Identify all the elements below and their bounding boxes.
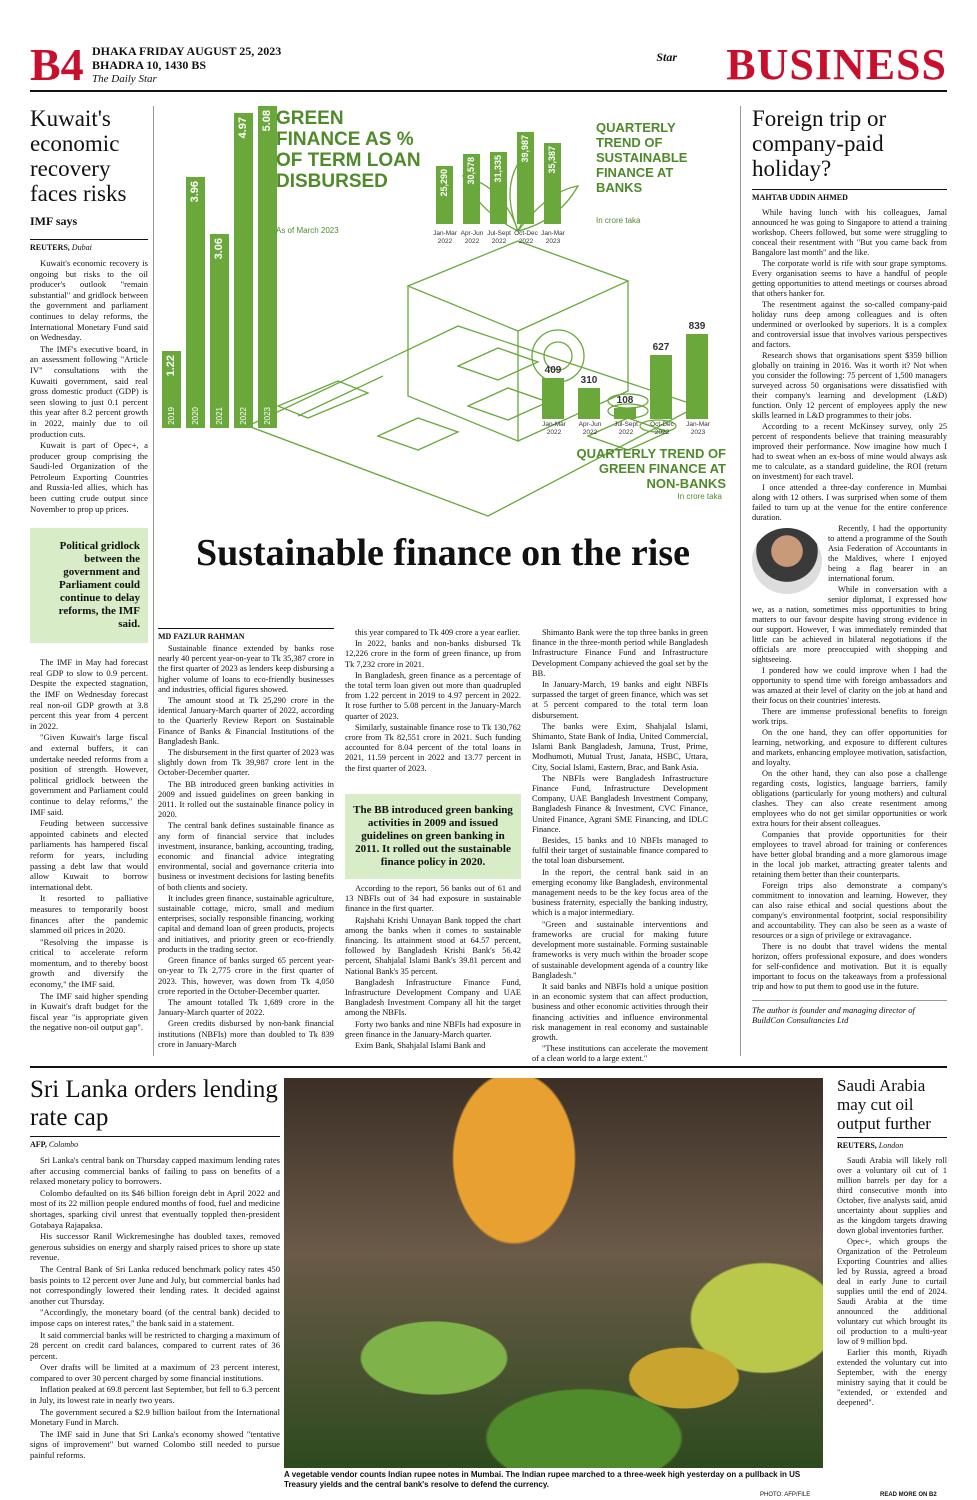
paragraph: There are immense professional benefits to foreign work trips. xyxy=(752,707,947,726)
chart-bar xyxy=(614,408,636,419)
chart-bar xyxy=(258,106,277,428)
paragraph: Sri Lanka's central bank on Thursday capped maximum lending rates after accusing commercial banks of failing to pass on benefits of a relaxed monetary policy to borrowers. xyxy=(30,1155,280,1187)
paragraph: There is no doubt that travel widens the mental horizon, offers professional exposure, and does wonders for self-confidence and motivation. But it is equally important to focus on the takeaways from a professional trip and how to put them to good use in the future. xyxy=(752,942,947,991)
category-part: Jan-Mar xyxy=(542,421,566,428)
foreign-body xyxy=(752,208,947,992)
paragraph: Earlier this month, Riyadh extended the voluntary cut into September, with the energy ministry saying that it could be "extended, or extended and deepened". xyxy=(837,1348,947,1407)
bar-category-label: 2020 xyxy=(191,407,200,425)
bar-value-label: 108 xyxy=(616,395,634,407)
date-line-2: BHADRA 10, 1430 BS xyxy=(92,58,207,72)
section-rule xyxy=(30,1066,947,1068)
nonbanks-chart-unit: In crore taka xyxy=(677,492,722,501)
paragraph: The IMF said higher spending in Kuwait's draft budget for the fiscal year "is appropriate given the negative non-oil output gap". xyxy=(30,990,148,1033)
bar-value-label: 1.22 xyxy=(165,354,177,377)
main-col-2-bottom xyxy=(345,884,521,1064)
bar-value-label: 39,987 xyxy=(520,135,530,163)
bar-value-label: 4.97 xyxy=(237,116,249,139)
bar-category-label: 2023 xyxy=(263,407,272,425)
paragraph: According to the report, 56 banks out of 61 and 13 NBFIs out of 34 had exposure in sustainable finance in the first quarter. xyxy=(345,884,521,914)
bar-category-label xyxy=(484,230,514,246)
paragraph: Sustainable finance extended by banks rose nearly 40 percent year-on-year to Tk 35,387 crore in the first quarter of 2023 as lenders keep disbursing a higher volume of loans to eco-friendly businesses and industries, official figures showed. xyxy=(158,644,334,694)
paragraph: In 2022, banks and non-banks disbursed Tk 12,226 crore in the form of green finance, up from Tk 7,232 crore in 2021. xyxy=(345,639,521,669)
category-part: 2022 xyxy=(618,429,634,436)
paragraph: On the other hand, they can also pose a challenge regarding costs, logistics, language barriers, family obligations (particularly for young mothers) and cultural clashes. They can also create resentment among employees who do not get similar opportunities or work extra hours for their absent colleagues. xyxy=(752,769,947,828)
paragraph: "Green and sustainable interventions and frameworks are crucial for making future development more sustainable. Forming sustainable frameworks is very much within the broader scope of sustainable development agenda of a country like Bangladesh." xyxy=(532,919,708,980)
green-finance-subtitle: As of March 2023 xyxy=(276,226,339,235)
paragraph: I once attended a three-day conference in Mumbai along with 12 others. I was surprised when some of them failed to turn up at the venue for the entire conference duration. xyxy=(752,483,947,522)
paragraph: Green finance of banks surged 65 percent year-on-year to Tk 2,775 crore in the first quarter of 2023. This, however, was down from Tk 4,050 crore reported in the October-December quarter. xyxy=(158,956,334,996)
paragraph: Over drafts will be limited at a maximum of 23 percent interest, compared to over 30 percent charged by some financial institutions. xyxy=(30,1362,280,1383)
bar-category-label xyxy=(646,421,678,437)
banks-chart-unit: In crore taka xyxy=(596,216,641,225)
category-part: Jan-Mar xyxy=(541,230,565,237)
paragraph: The resentment against the so-called company-paid holiday runs deep among colleagues and is often undermined or overlooked by superiors. It is a complex and controversial issue that involves various perspectives and factors. xyxy=(752,300,947,349)
paragraph: The disbursement in the first quarter of 2023 was slightly down from Tk 39,987 crore lent in the October-December quarter. xyxy=(158,748,334,778)
byline-place: London xyxy=(878,1141,904,1150)
bar-category-label xyxy=(538,230,568,246)
bar-value-label: 35,387 xyxy=(547,145,557,174)
paragraph: "Accordingly, the monetary board (of the central bank) decided to impose caps on interest rates," the bank said in a statement. xyxy=(30,1307,280,1328)
nonbanks-chart xyxy=(536,274,726,504)
paragraph: In January-March, 19 banks and eight NBFIs surpassed the target of green finance, which was set at 5 percent compared to the total term loan disbursement. xyxy=(532,680,708,720)
bar-value-label: 3.06 xyxy=(213,238,225,260)
paragraph: His successor Ranil Wickremesinghe has doubled taxes, removed generous subsidies on energy and sharply raised prices to shore up state revenue. xyxy=(30,1231,280,1263)
paragraph: Inflation peaked at 69.8 percent last September, but fell to 6.3 percent in July, its lowest rate in nearly two years. xyxy=(30,1384,280,1406)
category-part: Oct-Dec xyxy=(514,230,538,237)
page-number: B4 xyxy=(30,39,84,90)
paragraph: It said banks and NBFIs hold a unique position in an economic system that can affect production, business and other economic activities through their financing activities and influence environmental risk management in real economy and sustainable growth. xyxy=(532,981,708,1042)
kuwait-headline[interactable]: Kuwait's economic recovery faces risks xyxy=(30,106,127,206)
paragraph: Research shows that organisations spent $359 billion globally on training in 2016. Was it worth it? Not when you consider the following: 75 percent of 1,500 managers surveyed across 50 organisations were dissatisfied with their company's learning and development (L&D) function. Only 12 percent of employees apply the new skills learned in L&D programmes to their jobs. xyxy=(752,351,947,420)
category-part: 2022 xyxy=(464,238,480,245)
kuwait-article xyxy=(30,106,148,1056)
paragraph: Shimanto Bank were the top three banks in green finance in the three-month period while Bangladesh Infrastructure Finance Fund and Infrastructure Development Company achieved the goal set by the BB. xyxy=(532,628,708,678)
nonbanks-chart-title: QUARTERLY TREND OF GREEN FINANCE AT NON-BANKS xyxy=(576,446,726,491)
category-part: 2022 xyxy=(582,429,598,436)
paper-name: The Daily Star xyxy=(92,73,157,85)
paragraph: Foreign trips also demonstrate a company's commitment to innovation and learning. However, they can also raise ethical and social questions about the company's environmental footprint, social responsibility and accountability. They can also be seen as a waste of resources or a sign of privilege or extravagance. xyxy=(752,881,947,940)
paragraph: The banks were Exim, Shahjalal Islami, Shimanto, State Bank of India, United Commercial, Islami Bank Bangladesh, Jamuna, Trust, Prime, Modhumoti, Mutual Trust, Janata, HSBC, Uttara, City, Social Islami, Eastern, Brac, and Bank Asia. xyxy=(532,721,708,772)
bar-category-label xyxy=(457,230,487,246)
bar-category-label: 2019 xyxy=(167,407,176,425)
paragraph: The corporate world is rife with sour grape symptoms. Every organisation seems to have a handful of people getting opportunities to attend meetings or courses abroad that others hanker for. xyxy=(752,259,947,298)
paragraph: In Bangladesh, green finance as a percentage of the total term loan given out more than quadrupled from 1.22 percent in 2019 to 4.97 percent in 2022. It rose further to 5.08 percent in the January-March quarter of 2023. xyxy=(345,670,521,721)
bar-value-label: 409 xyxy=(544,364,562,376)
category-part: 2022 xyxy=(437,238,453,245)
paragraph: Bangladesh Infrastructure Finance Fund, Infrastructure Development Company and UAE Bangladesh Investment Company all hit the target among the NBFIs. xyxy=(345,977,521,1018)
paragraph: The amount totalled Tk 1,689 crore in the January-March quarter of 2022. xyxy=(158,997,334,1018)
bar-category-label: 2021 xyxy=(215,407,224,425)
bar-category-label xyxy=(682,421,714,437)
chart-bar xyxy=(686,334,708,419)
bar-category-label xyxy=(511,230,541,246)
green-finance-title: GREEN FINANCE AS % OF TERM LOAN DISBURSED xyxy=(276,108,421,192)
category-part: 2022 xyxy=(518,238,534,245)
paragraph: The NBFIs were Bangladesh Infrastructure Finance Fund, Infrastructure Development Company, UAE Bangladesh Investment Company, Bangladesh Finance & Investment, CVC Finance, United Finance, Agrani SME Financing, and IDLC Finance. xyxy=(532,773,708,834)
bar-value-label: 25,290 xyxy=(439,168,449,197)
category-part: Jan-Mar xyxy=(686,421,710,428)
author-note: The author is founder and managing director of BuildCon Consultancies Ltd xyxy=(752,1000,947,1025)
foreign-headline[interactable]: Foreign trip or company-paid holiday? xyxy=(752,106,887,181)
srilanka-byline xyxy=(30,1136,280,1149)
paragraph: Kuwait is part of Opec+, a producer group comprising the Saudi-led Organization of the Petroleum Exporting Countries and Russia-led allies, which has been cutting crude output since November to prop up prices. xyxy=(30,440,148,514)
paragraph: It said commercial banks will be restricted to charging a maximum of 28 percent on credit card balances, compared to current rates of 36 percent. xyxy=(30,1329,280,1361)
paragraph: this year compared to Tk 409 crore a year earlier. xyxy=(355,628,520,637)
chart-bar xyxy=(542,378,564,419)
paragraph: "These institutions can accelerate the movement of a clean world to a large extent." xyxy=(532,1044,708,1064)
masthead xyxy=(30,38,947,92)
paragraph: Saudi Arabia will likely roll over a voluntary oil cut of 1 million barrels per day for a third consecutive month into October, five analysts said, amid uncertainty about supplies and as the kingdom targets drawing down global inventories further. xyxy=(837,1156,947,1235)
photo-caption: A vegetable vendor counts Indian rupee notes in Mumbai. The Indian rupee marched to a three-week high yesterday on a pullback in US Treasury yields and the central bank's resolve to defend the currency. xyxy=(284,1470,801,1489)
paragraph: "Given Kuwait's large fiscal and external buffers, it can undertake needed reforms from a position of strength. However, political gridlock between the government and Parliament could continue to delay reforms," the IMF said. xyxy=(30,732,148,817)
bar-category-label xyxy=(610,421,642,437)
paragraph: "Resolving the impasse is critical to accelerate reform momentum, and to thereby boost growth and diversify the economy," the IMF said. xyxy=(30,936,148,990)
category-part: Apr-Jun xyxy=(578,421,602,428)
paragraph: I pondered how we could improve when I had the opportunity to spend time with foreign ambassadors and was amazed at their level of clarity on the job at hand and their focus on their countries' interests. xyxy=(752,666,947,705)
byline-place: Dubai xyxy=(71,243,92,252)
paragraph: Recently, I had the opportunity to attend a programme of the South Asia Federation of Accountants in the Maldives, where I enjoyed being a flag bearer in an international forum. xyxy=(828,524,947,583)
chart-bar xyxy=(162,351,181,428)
paragraph: Green credits disbursed by non-bank financial institutions (NBFIs) more than doubled to Tk 839 crore in January-March xyxy=(158,1019,334,1049)
srilanka-article xyxy=(30,1076,280,1466)
kuwait-subhead: IMF says xyxy=(30,214,78,228)
paragraph: Exim Bank, Shahjalal Islami Bank and xyxy=(355,1041,486,1051)
saudi-article xyxy=(837,1076,947,1491)
bar-value-label: 5.08 xyxy=(261,110,273,132)
paragraph: The amount stood at Tk 25,290 crore in the identical January-March quarter of 2022, according to the Quarterly Review Report on Sustainable Finance of Banks & Financial Institutions of the Bangladesh Bank. xyxy=(158,696,334,746)
bar-category-label xyxy=(574,421,606,437)
paragraph: The government secured a $2.9 billion bailout from the International Monetary Fund in March. xyxy=(30,1406,280,1428)
category-part: Jul-Sept xyxy=(614,421,638,428)
bar-value-label: 3.96 xyxy=(189,181,201,203)
kuwait-body-top xyxy=(30,258,148,514)
category-part: 2022 xyxy=(546,429,562,436)
paragraph: Kuwait's economic recovery is ongoing but risks to the oil producer's outlook "remain substantial" and gridlock between the government and parliament continues to delay reforms, the International Monetary Fund said on Wednesday. xyxy=(30,258,148,343)
byline-agency: REUTERS, xyxy=(837,1141,877,1150)
srilanka-body xyxy=(30,1155,280,1461)
paragraph: Forty two banks and nine NBFIs had exposure in green finance in the January-March quarter. xyxy=(345,1019,521,1039)
paragraph: In the report, the central bank said in an emerging economy like Bangladesh, environmental management needs to be the key focus area of the business fraternity, especially the banking industry, which is a major intermediary. xyxy=(532,867,708,918)
category-part: Apr-Jun xyxy=(460,230,484,237)
category-part: Jul-Sept xyxy=(487,230,511,237)
saudi-body xyxy=(837,1156,947,1408)
kuwait-body-bottom xyxy=(30,657,148,1033)
paragraph: The Central Bank of Sri Lanka reduced benchmark policy rates 450 basis points to 12 percent over June and July, but commercial banks had not correspondingly lowered their lending rates. It decided against another cut Thursday. xyxy=(30,1263,280,1306)
foreign-byline: MAHTAB UDDIN AHMED xyxy=(752,189,947,202)
section-title: BUSINESS xyxy=(726,40,947,89)
bar-category-label xyxy=(430,230,460,246)
banks-chart xyxy=(426,116,726,246)
paragraph: Feuding between successive appointed cabinets and elected parliaments has hampered fiscal reform for years, including passing a debt law that would allow Kuwait to borrow international debt. xyxy=(30,818,148,892)
chart-bar xyxy=(463,154,480,224)
paragraph: Colombo defaulted on its $46 billion foreign debt in April 2022 and most of its 22 million people endured months of food, fuel and medicine shortages, sparking civil unrest that eventually toppled then-president Gotabaya Rajapaksa. xyxy=(30,1187,280,1230)
main-col-3 xyxy=(532,628,708,1064)
chart-bar xyxy=(650,355,672,419)
chart-bar xyxy=(544,143,561,224)
chart-bar xyxy=(436,166,453,224)
bar-category-label xyxy=(538,421,570,437)
category-part: 2022 xyxy=(654,429,670,436)
paragraph: The IMF's executive board, in an assessment following "Article IV" consultations with the Kuwaiti government, said real gross domestic product (GDP) is seen slowing to just 0.1 percent this year after 8.2 percent growth in 2022, mainly due to oil production cuts. xyxy=(30,343,148,439)
main-col-2-top xyxy=(345,628,521,790)
paragraph: The BB introduced green banking activities in 2009 and issued guidelines on green banking in 2011. It rolled out the sustainable finance policy in 2020. xyxy=(158,779,334,820)
bar-value-label: 627 xyxy=(652,342,670,354)
paragraph: Companies that provide opportunities for their employees to travel abroad for training or conferences have better global branding and a more glamorous image in the local job market, attracting greater talents and retaining them better than their counterparts. xyxy=(752,830,947,879)
paragraph: While having lunch with his colleagues, Jamal announced he was going to Singapore to attend a training workshop. Cheers followed, but some were struggling to conceal their resentment with "But you came back from Bangalore last month" and the like. xyxy=(752,208,947,257)
paragraph: It includes green finance, sustainable agriculture, sustainable cottage, micro, small and medium enterprises, socially responsible financing, working capital and demand loan of green products, projects and initiatives, and priority green or eco-friendly products in the trading sector. xyxy=(158,893,334,954)
bar-category-label: 2022 xyxy=(239,407,248,425)
paragraph: Rajshahi Krishi Unnayan Bank topped the chart among the banks when it comes to sustainable financing. Its attainment stood at 64.57 percent, followed by Bangladesh Krishi Bank's 56.42 percent, Shahjalal Islami Bank's 39.81 percent and National Bank's 35 percent. xyxy=(345,915,521,976)
column-divider xyxy=(153,106,154,1056)
category-part: Oct-Dec xyxy=(650,421,674,428)
dateline xyxy=(92,44,281,86)
column-divider xyxy=(740,106,741,1056)
category-part: 2023 xyxy=(545,238,561,245)
vegetable-vendor-photo xyxy=(284,1078,823,1468)
paragraph: The IMF said in June that Sri Lanka's economy showed "tentative signs of improvement" but warned Colombo still needed to pursue painful reforms. xyxy=(30,1428,280,1461)
main-headline[interactable]: Sustainable finance on the rise xyxy=(195,532,691,574)
chart-bar xyxy=(578,388,600,419)
paragraph: Besides, 15 banks and 10 NBFIs managed to fulfil their target of sustainable finance compared to the total loan disbursement. xyxy=(532,836,708,866)
paragraph: Similarly, sustainable finance rose to Tk 130,762 crore from Tk 82,551 crore in 2021. Such funding accounted for 8.04 percent of the total loans in 2021, 11.59 percent in 2022 and 13.77 percent in the first quarter of 2023. xyxy=(345,722,521,773)
paragraph: It resorted to palliative measures to temporarily boost finances after the pandemic slammed oil prices in 2020. xyxy=(30,893,148,936)
byline-agency: REUTERS, xyxy=(30,243,70,252)
bar-value-label: 839 xyxy=(688,321,706,332)
kuwait-byline xyxy=(30,239,148,252)
date-line-1: DHAKA FRIDAY AUGUST 25, 2023 xyxy=(92,44,282,58)
main-byline: MD FAZLUR RAHMAN xyxy=(158,628,334,641)
star-logo: Star xyxy=(656,50,677,64)
bar-value-label: 30,578 xyxy=(466,156,476,185)
main-col-1 xyxy=(158,644,334,1064)
paragraph: While in conversation with a senior diplomat, I expressed how we, as a nation, sometimes miss opportunities to bring matters to our favour despite having strong evidence in our support. However, I was immediately reminded that little can be achieved in bilateral negotiations if the officials are more preoccupied with shopping and sightseeing. xyxy=(752,585,947,664)
kuwait-pullquote: Political gridlock between the government and Parliament could continue to delay reforms, the IMF said. xyxy=(30,528,148,643)
byline-place: Colombo xyxy=(48,1140,79,1149)
chart-bar xyxy=(517,132,534,224)
bar-value-label: 310 xyxy=(580,374,598,386)
category-part: 2023 xyxy=(690,429,706,436)
category-part: 2022 xyxy=(491,238,507,245)
banks-chart-title: QUARTERLY TREND OF SUSTAINABLE FINANCE AT BANKS xyxy=(596,120,688,195)
srilanka-headline[interactable]: Sri Lanka orders lending rate cap xyxy=(30,1076,278,1131)
read-more-link[interactable]: READ MORE ON B2 xyxy=(880,1492,937,1498)
foreign-trip-article xyxy=(752,106,947,1056)
paragraph: The IMF in May had forecast real GDP to slow to 0.9 percent. Despite the expected stagnation, the IMF on Wednesday forecast real non-oil GDP growth at 3.8 percent this year from 4 percent in 2022. xyxy=(30,657,148,731)
byline-agency: AFP, xyxy=(30,1140,47,1149)
main-pullquote: The BB introduced green banking activities in 2009 and issued guidelines on green banking in 2011. It rolled out the sustainable finance policy in 2020. xyxy=(345,794,521,879)
saudi-headline[interactable]: Saudi Arabia may cut oil output further xyxy=(837,1076,931,1133)
paragraph: On the one hand, they can offer opportunities for learning, networking, and exposure to different cultures and markets, enhancing employee motivation, satisfaction, and loyalty. xyxy=(752,728,947,767)
bar-value-label: 31,335 xyxy=(493,154,503,183)
chart-bar xyxy=(490,152,507,224)
photo-credit: PHOTO: AFP/FILE xyxy=(760,1492,811,1498)
infographic xyxy=(158,106,728,526)
paragraph: According to a recent McKinsey survey, only 25 percent of respondents believe that training measurably improved their performance. Now imagine how much I had to sweat when an ex-boss of mine would always ask me to calculate, as a standard guideline, the ROI (return on investment) for each travel. xyxy=(752,422,947,481)
paragraph: Opec+, which groups the Organization of the Petroleum Exporting Countries and allies led by Russia, agreed a broad deal in early June to curtail supplies until the end of 2024. Saudi Arabia at the time announced the additional voluntary cut which brought its oil production to a multi-year low of 9 million bpd. xyxy=(837,1237,947,1346)
paragraph: The central bank defines sustainable finance as any form of financial service that includes investment, insurance, banking, accounting, trading, economic and financial advice integrating environmental, social and governance criteria into business or investment decisions for lasting benefits of both clients and society. xyxy=(158,821,334,892)
chart-bar xyxy=(234,113,253,428)
chart-bar xyxy=(186,177,205,428)
category-part: Jan-Mar xyxy=(433,230,457,237)
author-portrait xyxy=(752,528,822,594)
saudi-byline xyxy=(837,1137,947,1150)
chart-bar xyxy=(210,234,229,428)
